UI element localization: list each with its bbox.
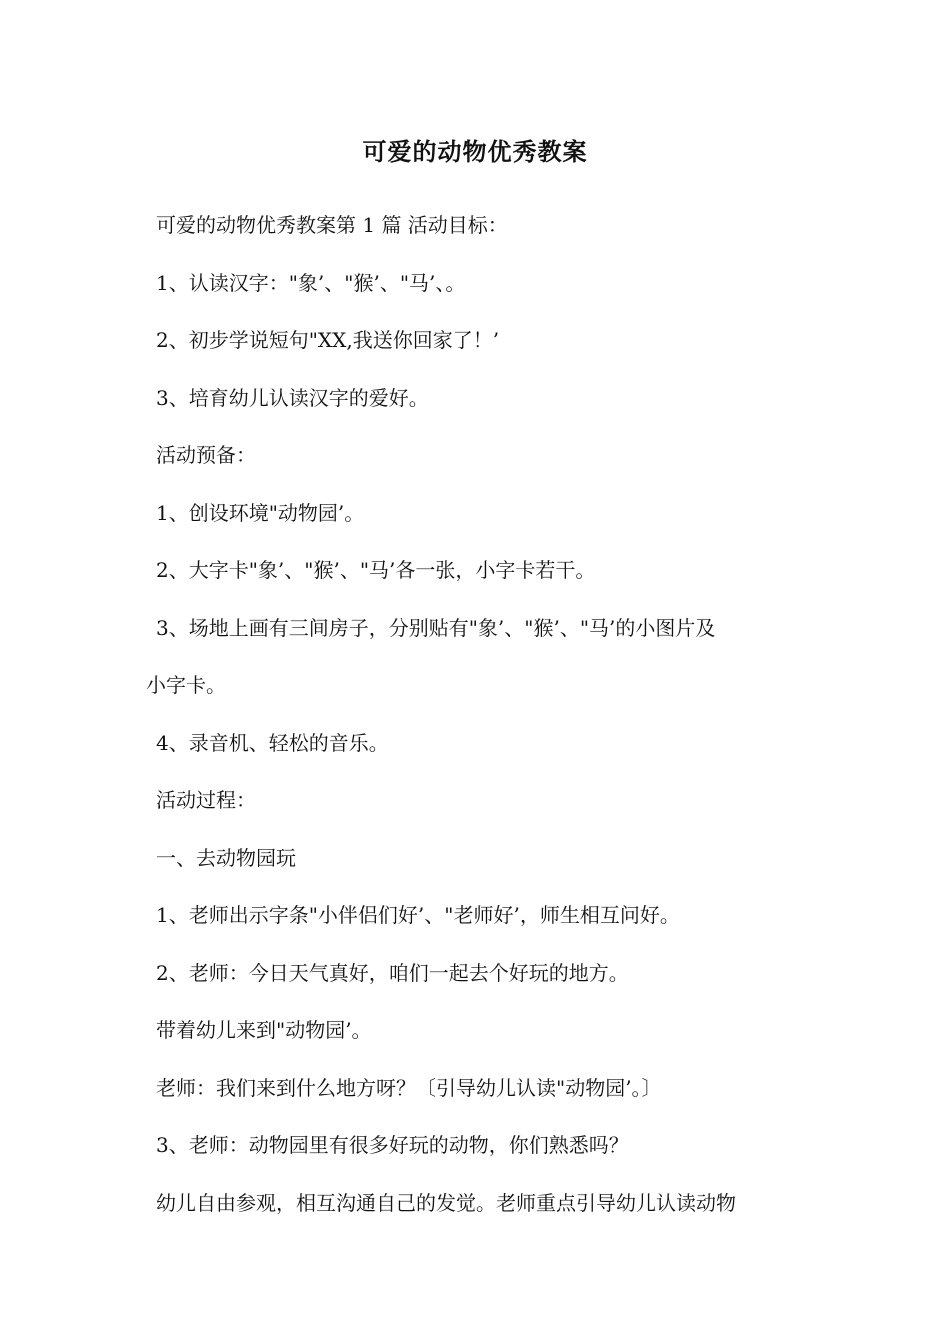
paragraph: 1、老师出示字条"小伴侣们好’、"老师好’，师生相互问好。	[156, 903, 680, 927]
paragraph-continuation: 小字卡。	[146, 673, 226, 697]
document-title: 可爱的动物优秀教案	[362, 137, 588, 166]
paragraph: 4、录音机、轻松的音乐。	[156, 730, 389, 755]
paragraph: 3、老师：动物园里有很多好玩的动物，你们熟悉吗？	[156, 1133, 629, 1157]
paragraph: 1、创设环境"动物园’。	[156, 500, 365, 525]
paragraph: 3、场地上画有三间房子，分别贴有"象’、"猴’、"马’的小图片及	[156, 615, 716, 640]
paragraph: 活动过程：	[156, 788, 256, 812]
paragraph: 老师：我们来到什么地方呀？〔引导幼儿认读"动物园’。〕	[156, 1075, 662, 1100]
paragraph: 幼儿自由参观，相互沟通自己的发觉。老师重点引导幼儿认读动物	[156, 1190, 736, 1215]
paragraph: 可爱的动物优秀教案第 1 篇 活动目标：	[156, 213, 508, 237]
paragraph: 活动预备：	[156, 443, 256, 467]
document-body	[146, 197, 816, 1232]
paragraph: 1、认读汉字："象’、"猴’、"马’、。	[156, 270, 466, 295]
paragraph: 2、大字卡"象’、"猴’、"马’各一张，小字卡若干。	[156, 558, 596, 582]
paragraph: 2、初步学说短句"XX,我送你回家了！’	[156, 328, 500, 352]
paragraph: 带着幼儿来到"动物园’。	[156, 1018, 372, 1042]
paragraph: 3、培育幼儿认读汉字的爱好。	[156, 385, 429, 410]
paragraph: 一、去动物园玩	[156, 845, 296, 870]
paragraph: 2、老师：今日天气真好，咱们一起去个好玩的地方。	[156, 960, 629, 985]
